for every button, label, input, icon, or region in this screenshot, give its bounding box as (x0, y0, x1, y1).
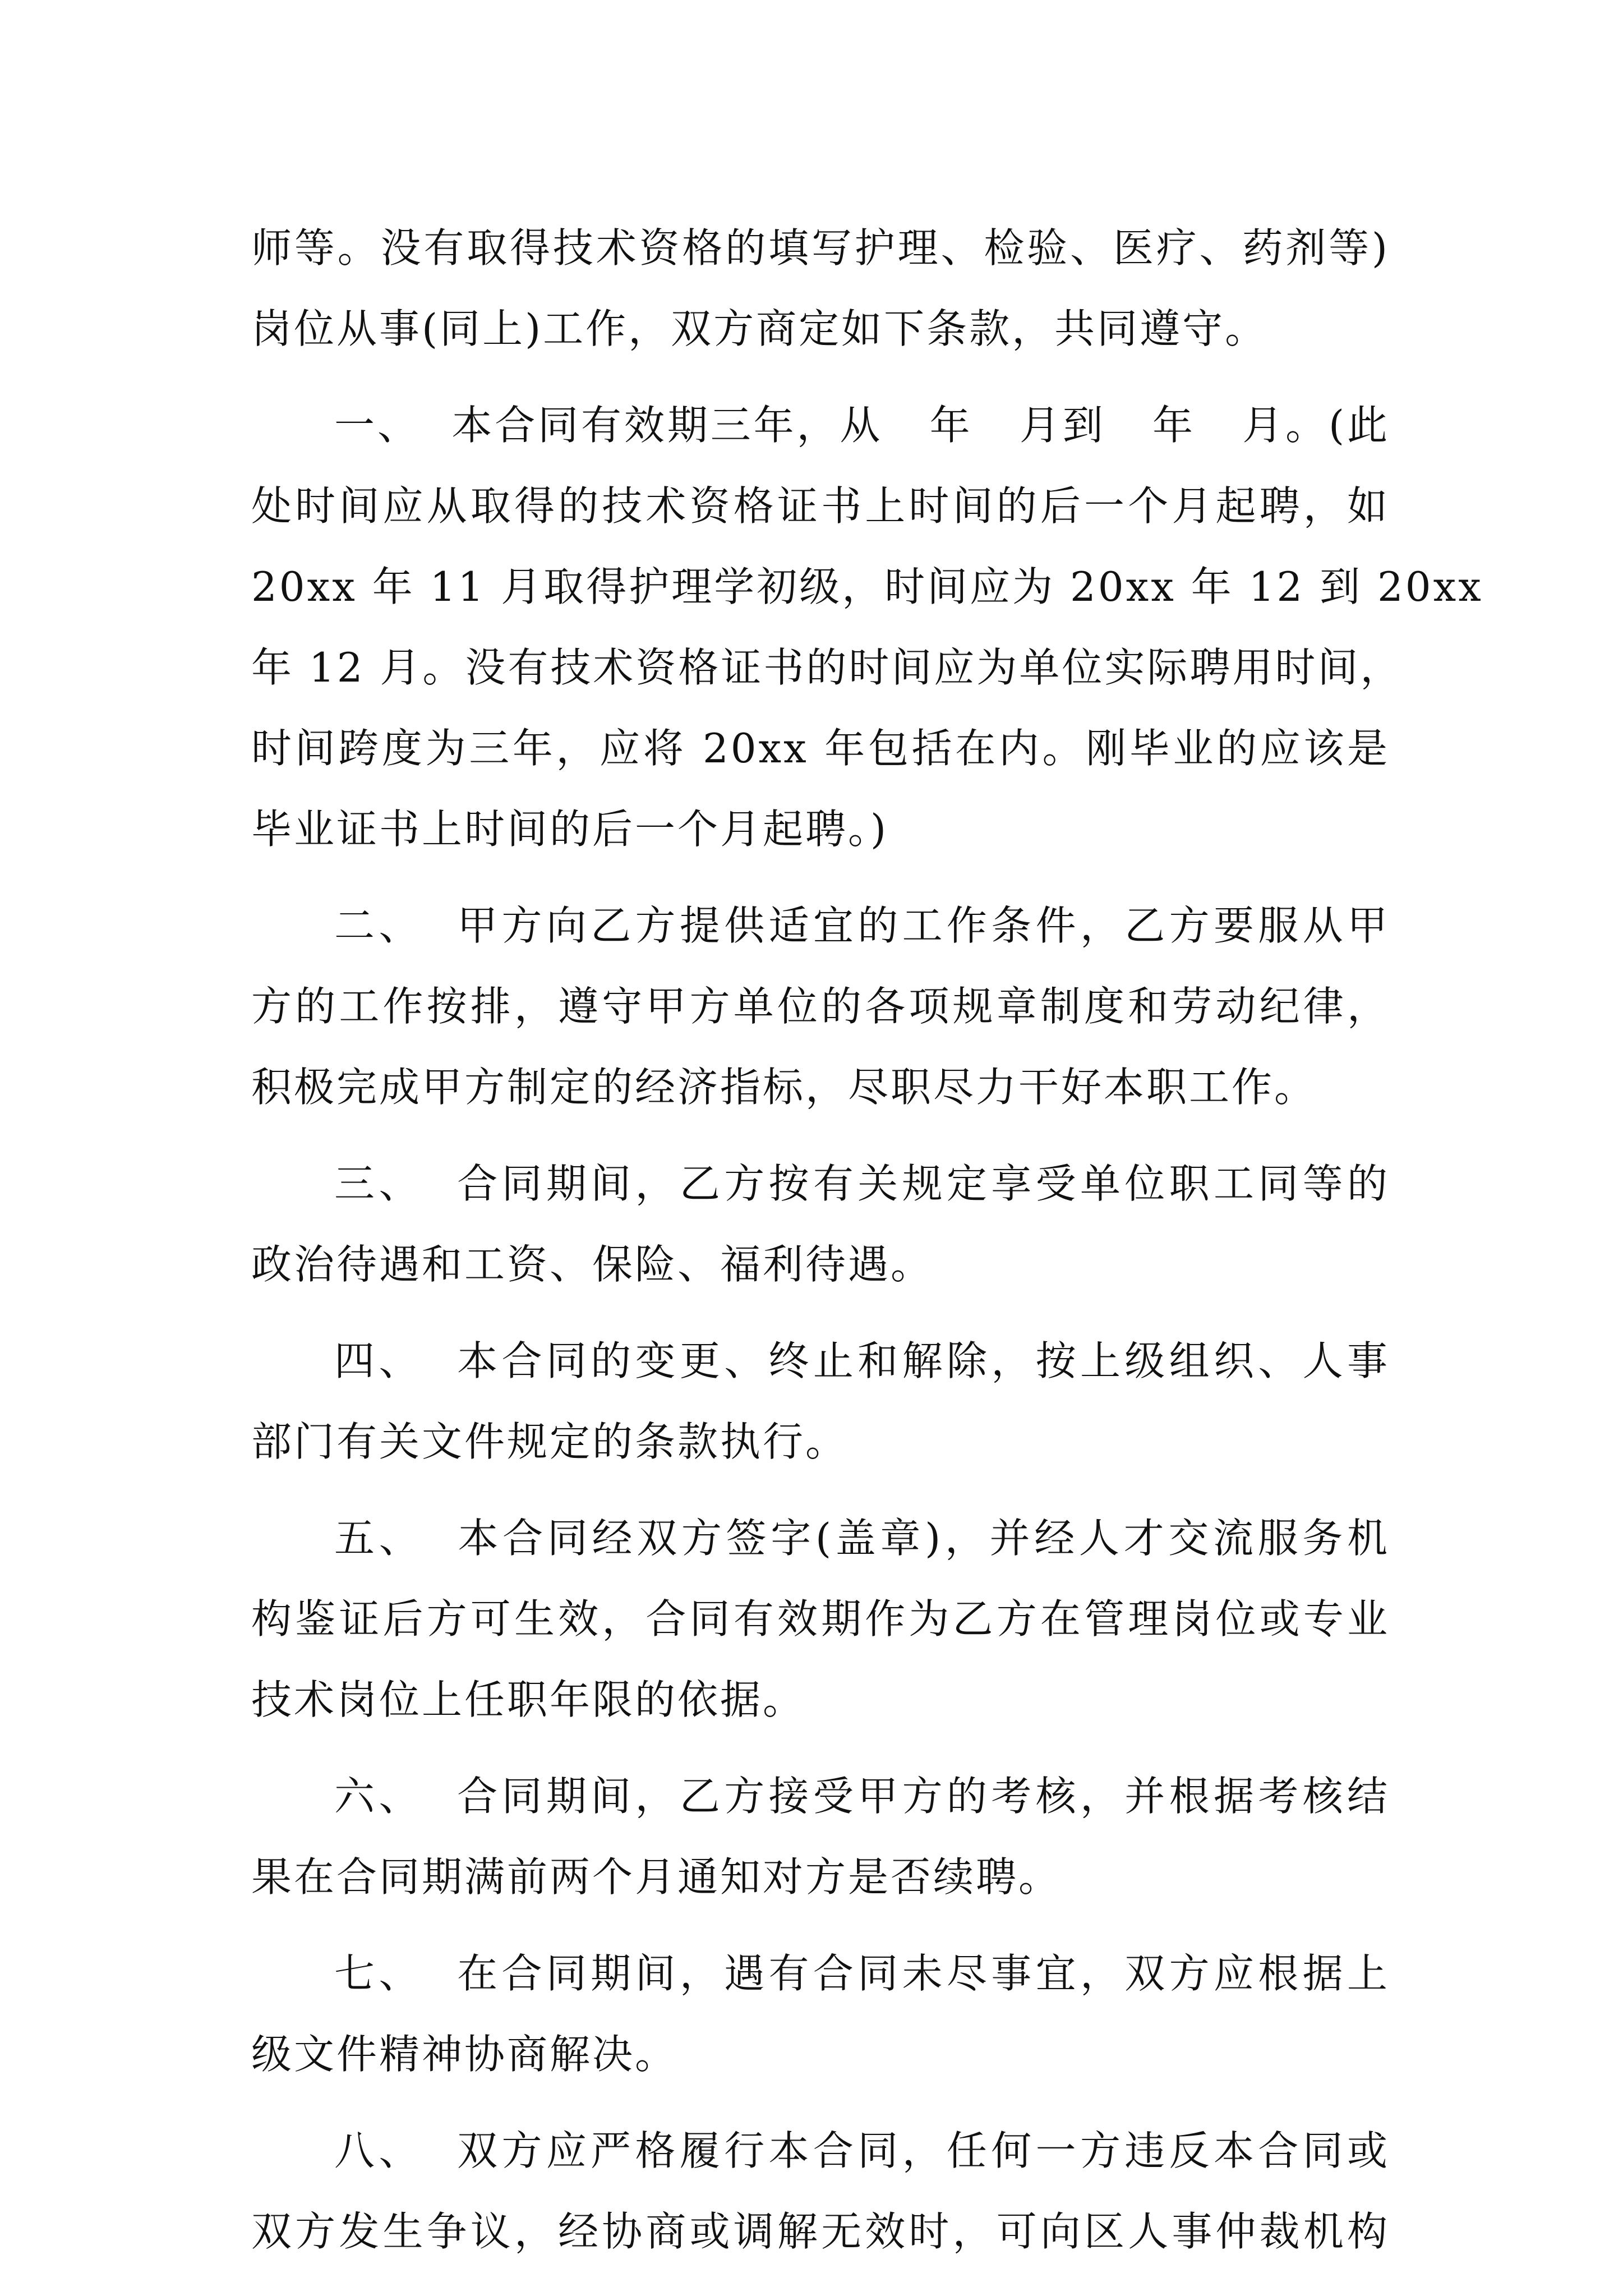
clause-5 (251, 1498, 1390, 1740)
text-line: 级文件精神协商解决。 (251, 2031, 678, 2078)
text-line: 师等。没有取得技术资格的填写护理、检验、医疗、药剂等) (251, 224, 1390, 272)
text-line: 方的工作按排，遵守甲方单位的各项规章制度和劳动纪律， (251, 983, 1390, 1030)
clause-6 (251, 1756, 1390, 1917)
text-line: 三、 合同期间，乙方按有关规定享受单位职工同等的 (334, 1160, 1390, 1207)
text-line: 八、 双方应严格履行本合同，任何一方违反本合同或 (334, 2127, 1390, 2174)
clause-1 (251, 385, 1483, 869)
text-line: 构鉴证后方可生效，合同有效期作为乙方在管理岗位或专业 (251, 1595, 1390, 1642)
clause-2 (251, 885, 1390, 1128)
text-line: 四、 本合同的变更、终止和解除，按上级组织、人事 (334, 1337, 1390, 1384)
text-line: 五、 本合同经双方签字(盖章)，并经人才交流服务机 (334, 1515, 1390, 1562)
text-line: 岗位从事(同上)工作，双方商定如下条款，共同遵守。 (251, 305, 1268, 352)
clause-8 (251, 2110, 1390, 2272)
text-line: 一、 本合同有效期三年，从 年 月到 年 月。(此 (334, 402, 1390, 449)
clause-4 (251, 1320, 1390, 1482)
text-line: 毕业证书上时间的后一个月起聘。) (251, 806, 889, 853)
text-line: 年 12 月。没有技术资格证书的时间应为单位实际聘用时间， (251, 644, 1403, 691)
text-line: 技术岗位上任职年限的依据。 (251, 1676, 806, 1723)
text-line: 政治待遇和工资、保险、福利待遇。 (251, 1241, 934, 1288)
clause-3 (251, 1143, 1390, 1305)
text-line: 二、 甲方向乙方提供适宜的工作条件，乙方要服从甲 (334, 902, 1390, 949)
text-line: 积极完成甲方制定的经济指标，尽职尽力干好本职工作。 (251, 1064, 1317, 1111)
text-line: 双方发生争议，经协商或调解无效时，可向区人事仲裁机构 (251, 2208, 1390, 2255)
text-line: 七、 在合同期间，遇有合同未尽事宜，双方应根据上 (334, 1950, 1390, 1997)
text-line: 20xx 年 11 月取得护理学初级，时间应为 20xx 年 12 到 20xx (251, 563, 1483, 610)
text-line: 处时间应从取得的技术资格证书上时间的后一个月起聘，如 (251, 482, 1390, 530)
text-line: 时间跨度为三年，应将 20xx 年包括在内。刚毕业的应该是 (251, 725, 1390, 772)
paragraph-intro (251, 208, 1390, 369)
text-line: 部门有关文件规定的条款执行。 (251, 1418, 849, 1465)
clause-7 (251, 1933, 1390, 2095)
contract-body (251, 208, 1483, 2272)
text-line: 果在合同期满前两个月通知对方是否续聘。 (251, 1853, 1062, 1901)
text-line: 六、 合同期间，乙方接受甲方的考核，并根据考核结 (334, 1773, 1390, 1820)
